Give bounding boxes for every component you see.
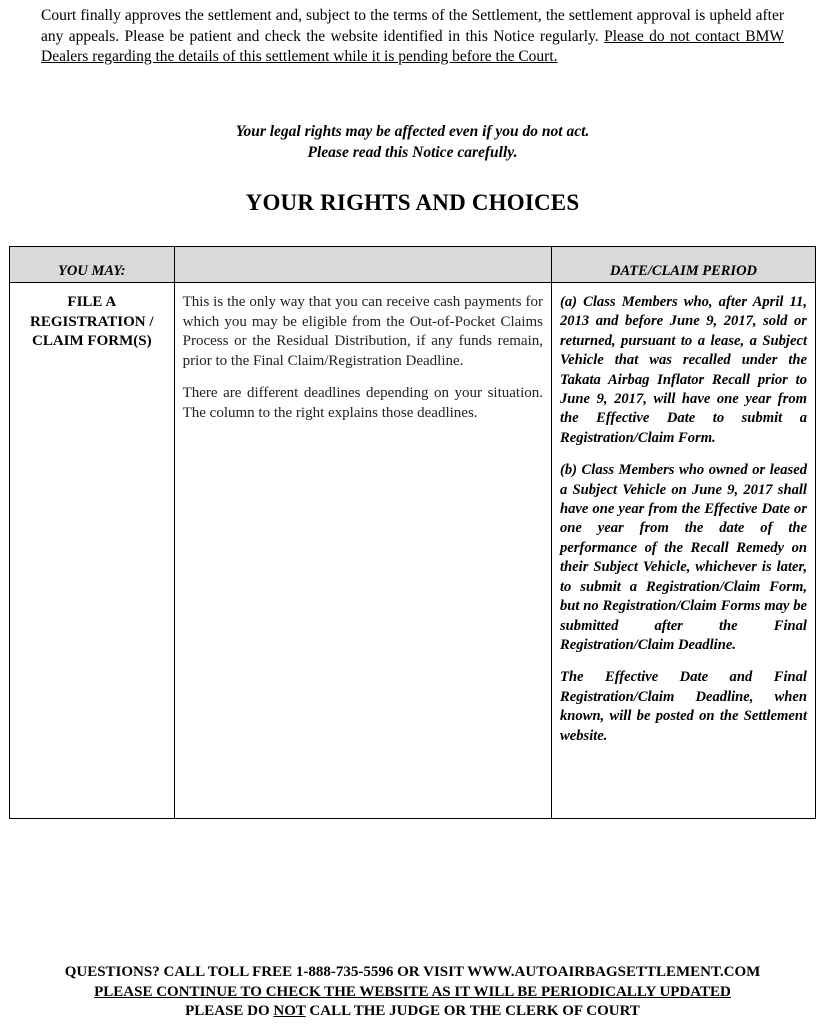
section-heading: YOUR RIGHTS AND CHOICES [245, 190, 580, 215]
deadline-paragraph: The Effective Date and Final Registration/Claim Deadline, when known, will be posted on the Settlement website. [560, 669, 807, 744]
footer-not-emphasis: NOT [273, 1003, 306, 1019]
table-header-row [10, 247, 816, 283]
intro-underlined-warning: Please do not contact BMW Dealers regarding the details of this settlement while it is pending before the Court. [41, 27, 784, 65]
footer-do-not-call-line [0, 1002, 825, 1022]
deadline-paragraph: (a) Class Members who, after April 11, 2013 and before June 9, 2017, sold or returned, pursuant to a lease, a Subject Vehicle that was recalled under the Takata Airbag Inflator Recall prior to June 9, 2017, will have one year from the Effective Date to submit a Registration/Claim Form. [560, 294, 807, 446]
footer-contact-line: QUESTIONS? CALL TOLL FREE 1-888-735-5596 OR VISIT WWW.AUTOAIRBAGSETTLEMENT.COM [64, 964, 761, 980]
intro-text: Court finally approves the settlement and, subject to the terms of the Settlement, the settlement approval is upheld after any appeals. Please be patient and check the website identified in this Notice regularly. [41, 7, 784, 45]
footer-do-not-call-c: CALL THE JUDGE OR THE CLERK OF COURT [305, 1003, 640, 1019]
rights-table [9, 246, 816, 819]
header-description [174, 247, 551, 283]
deadline-paragraph: (b) Class Members who owned or leased a Subject Vehicle on June 9, 2017 shall have one year from the Effective Date or one year from the date of the performance of the Recall Remedy on their Subject Vehicle, whichever is later, to submit a Registration/Claim Form, but no Registration/Claim Forms may be submitted after the Final Registration/Claim Deadline. [560, 462, 807, 653]
description-paragraph: This is the only way that you can receive cash payments for which you may be eligible from the Out-of-Pocket Claims Process or the Residual Distribution, if any funds remain, prior to the Final Claim/Registration Deadline. [182, 294, 543, 369]
notice-line-1: Your legal rights may be affected even if you do not act. [235, 123, 590, 140]
header-date-claim-period: DATE/CLAIM PERIOD [552, 247, 816, 283]
date-period-cell [552, 283, 816, 819]
description-cell [174, 283, 551, 819]
option-cell: FILE A REGISTRATION / CLAIM FORM(S) [10, 283, 175, 819]
description-paragraph: There are different deadlines depending on your situation. The column to the right explains those deadlines. [182, 385, 543, 421]
header-you-may: YOU MAY: [10, 247, 175, 283]
intro-paragraph [41, 6, 784, 68]
footer-do-not-call-a: PLEASE DO [185, 1003, 274, 1019]
notice-line-2: Please read this Notice carefully. [307, 144, 518, 161]
footer [0, 963, 825, 1022]
table-row [10, 283, 816, 819]
legal-rights-notice [0, 121, 825, 163]
footer-website-line: PLEASE CONTINUE TO CHECK THE WEBSITE AS IT WILL BE PERIODICALLY UPDATED [94, 983, 731, 1000]
